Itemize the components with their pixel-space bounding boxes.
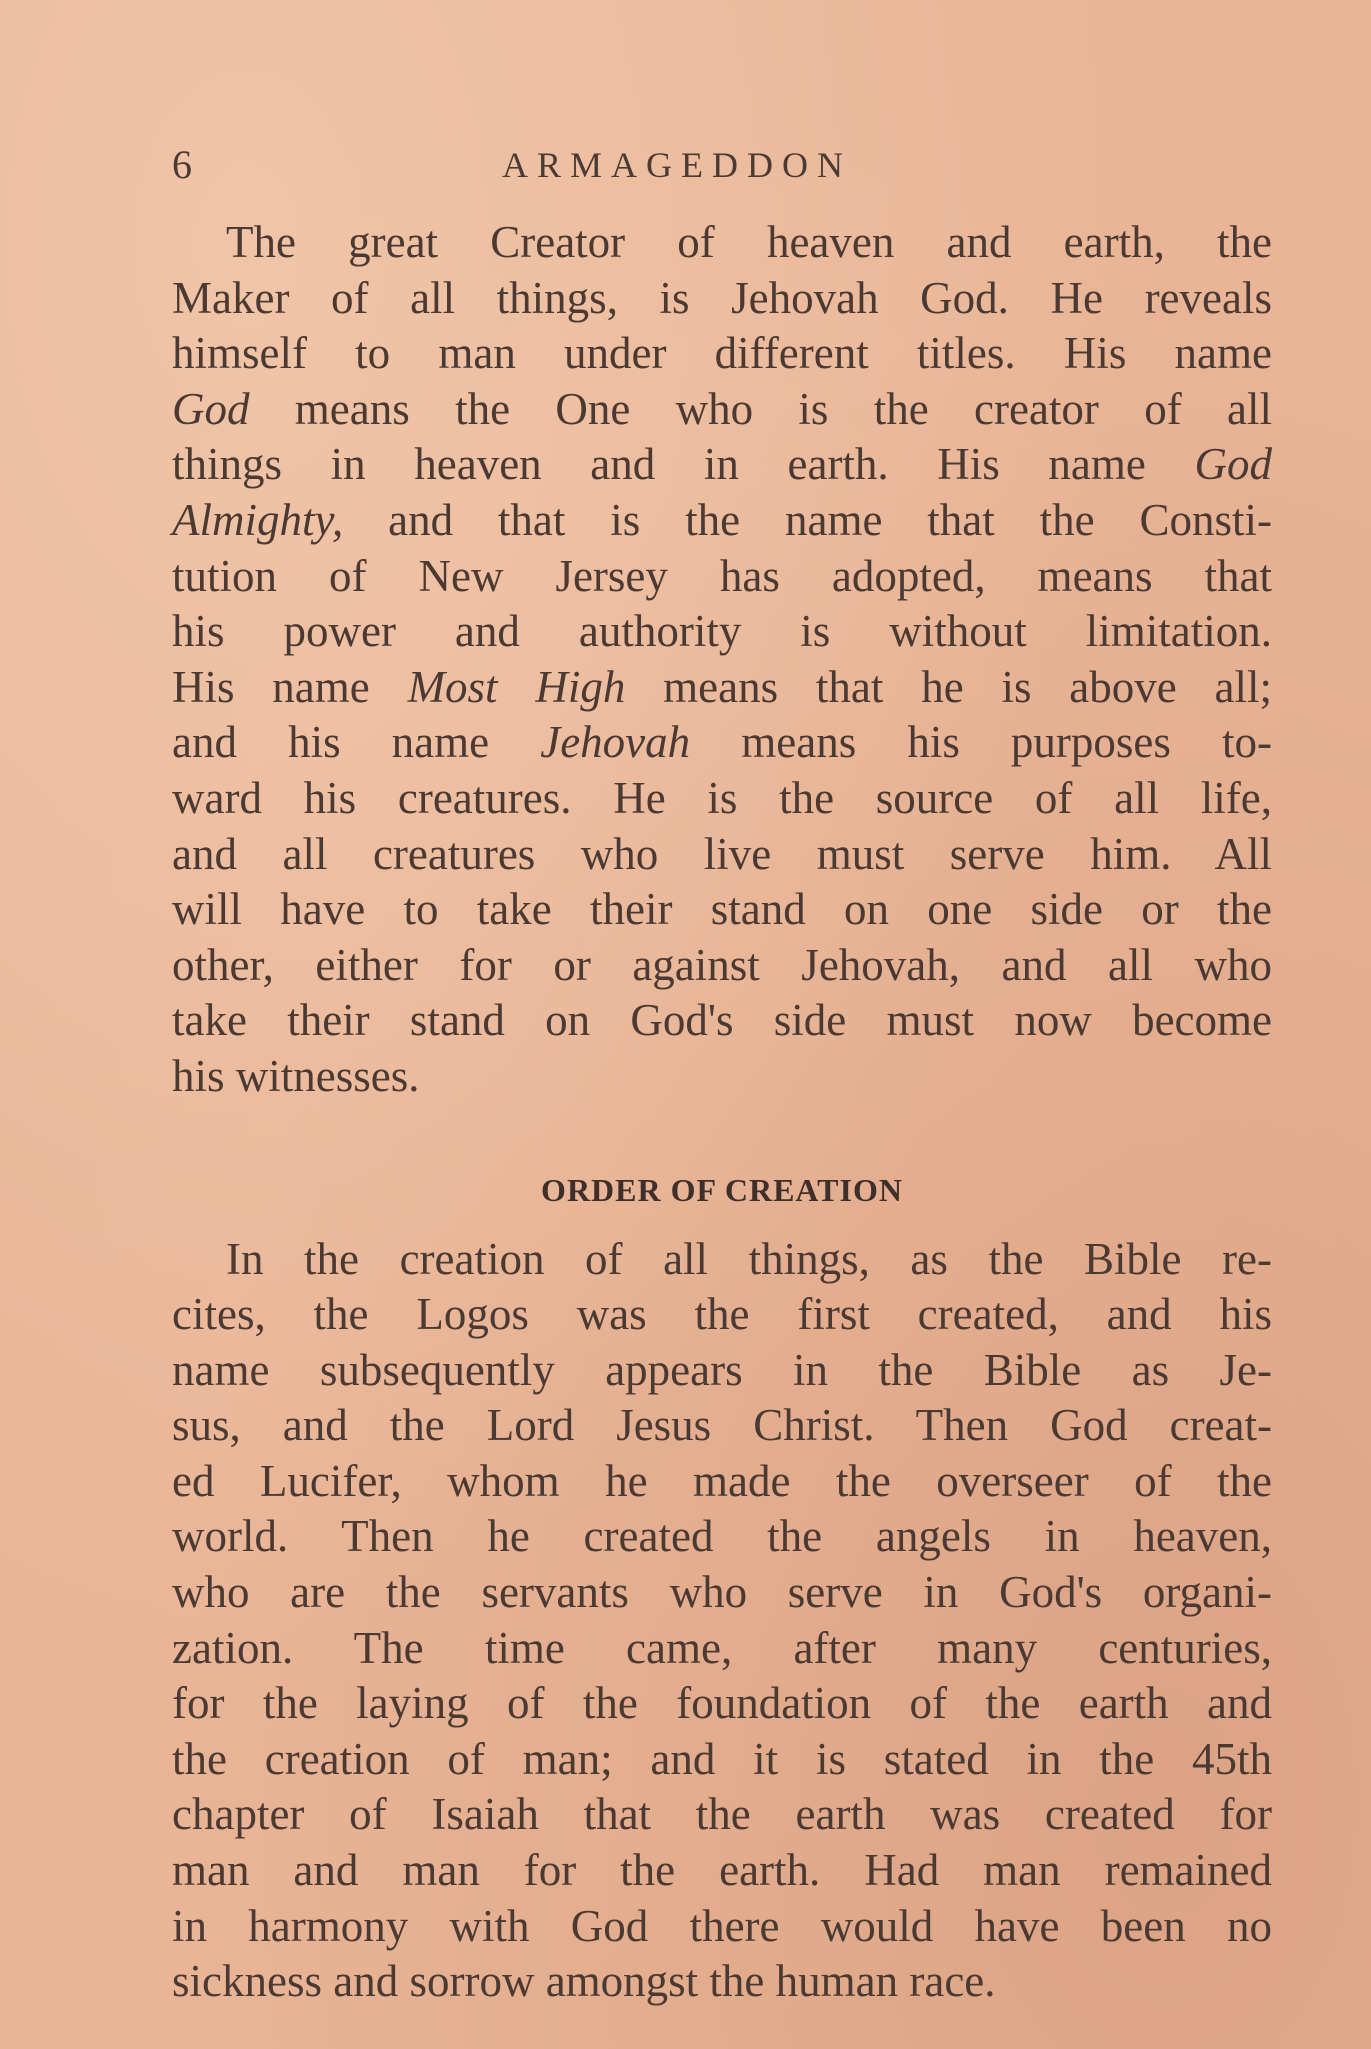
italic-name: God (172, 383, 250, 434)
text-line: name subsequently appears in the Bible as Je- (172, 1344, 1272, 1395)
text-line: Almighty, and that is the name that the Consti- (172, 494, 1272, 545)
italic-name: Jehovah (540, 717, 691, 768)
body-text (172, 215, 1272, 2010)
paragraph-order-of-creation (172, 1232, 1272, 2010)
paragraph-creator (172, 215, 1272, 1105)
text-line: in harmony with God there would have been no (172, 1900, 1272, 1951)
text-line: and his name Jehovah means his purposes to- (172, 717, 1272, 768)
text-line: sickness and sorrow amongst the human race. (172, 1956, 996, 2007)
text-line: sus, and the Lord Jesus Christ. Then God creat- (172, 1400, 1272, 1451)
text-line: other, either for or against Jehovah, and all who (172, 939, 1272, 990)
text-line: for the laying of the foundation of the earth and (172, 1678, 1272, 1729)
italic-name: Most High (407, 661, 626, 712)
running-title: ARMAGEDDON (502, 145, 852, 185)
text-line: man and man for the earth. Had man remained (172, 1845, 1272, 1896)
text-line: ed Lucifer, whom he made the overseer of the (172, 1455, 1272, 1506)
section-heading: ORDER OF CREATION (541, 1171, 903, 1208)
text-line: God means the One who is the creator of all (172, 383, 1272, 434)
text-line: His name Most High means that he is above all; (172, 661, 1272, 712)
italic-name: God (1194, 439, 1272, 490)
text-line: tution of New Jersey has adopted, means that (172, 550, 1272, 601)
text-line: his witnesses. (172, 1050, 420, 1101)
page-number: 6 (172, 142, 192, 187)
text-line: and all creatures who live must serve him. All (172, 828, 1272, 879)
text-line: who are the servants who serve in God's organi- (172, 1567, 1272, 1618)
text-line: chapter of Isaiah that the earth was created for (172, 1789, 1272, 1840)
text-line: zation. The time came, after many centuries, (172, 1622, 1272, 1673)
text-line: Maker of all things, is Jehovah God. He reveals (172, 272, 1272, 323)
text-line: take their stand on God's side must now become (172, 995, 1272, 1046)
text-line: ward his creatures. He is the source of all life, (172, 772, 1272, 823)
page-header (172, 140, 1272, 190)
italic-name: Almighty, (172, 494, 344, 545)
text-line: things in heaven and in earth. His name God (172, 439, 1272, 490)
text-line: himself to man under different titles. His name (172, 328, 1272, 379)
text-line: cites, the Logos was the first created, and his (172, 1289, 1272, 1340)
text-line: his power and authority is without limitation. (172, 606, 1272, 657)
text-line: will have to take their stand on one side or the (172, 884, 1272, 935)
text-line: In the creation of all things, as the Bible re- (226, 1233, 1272, 1284)
text-line: world. Then he created the angels in heaven, (172, 1511, 1272, 1562)
text-line: The great Creator of heaven and earth, the (226, 217, 1272, 267)
text-line: the creation of man; and it is stated in the 45th (172, 1733, 1272, 1784)
